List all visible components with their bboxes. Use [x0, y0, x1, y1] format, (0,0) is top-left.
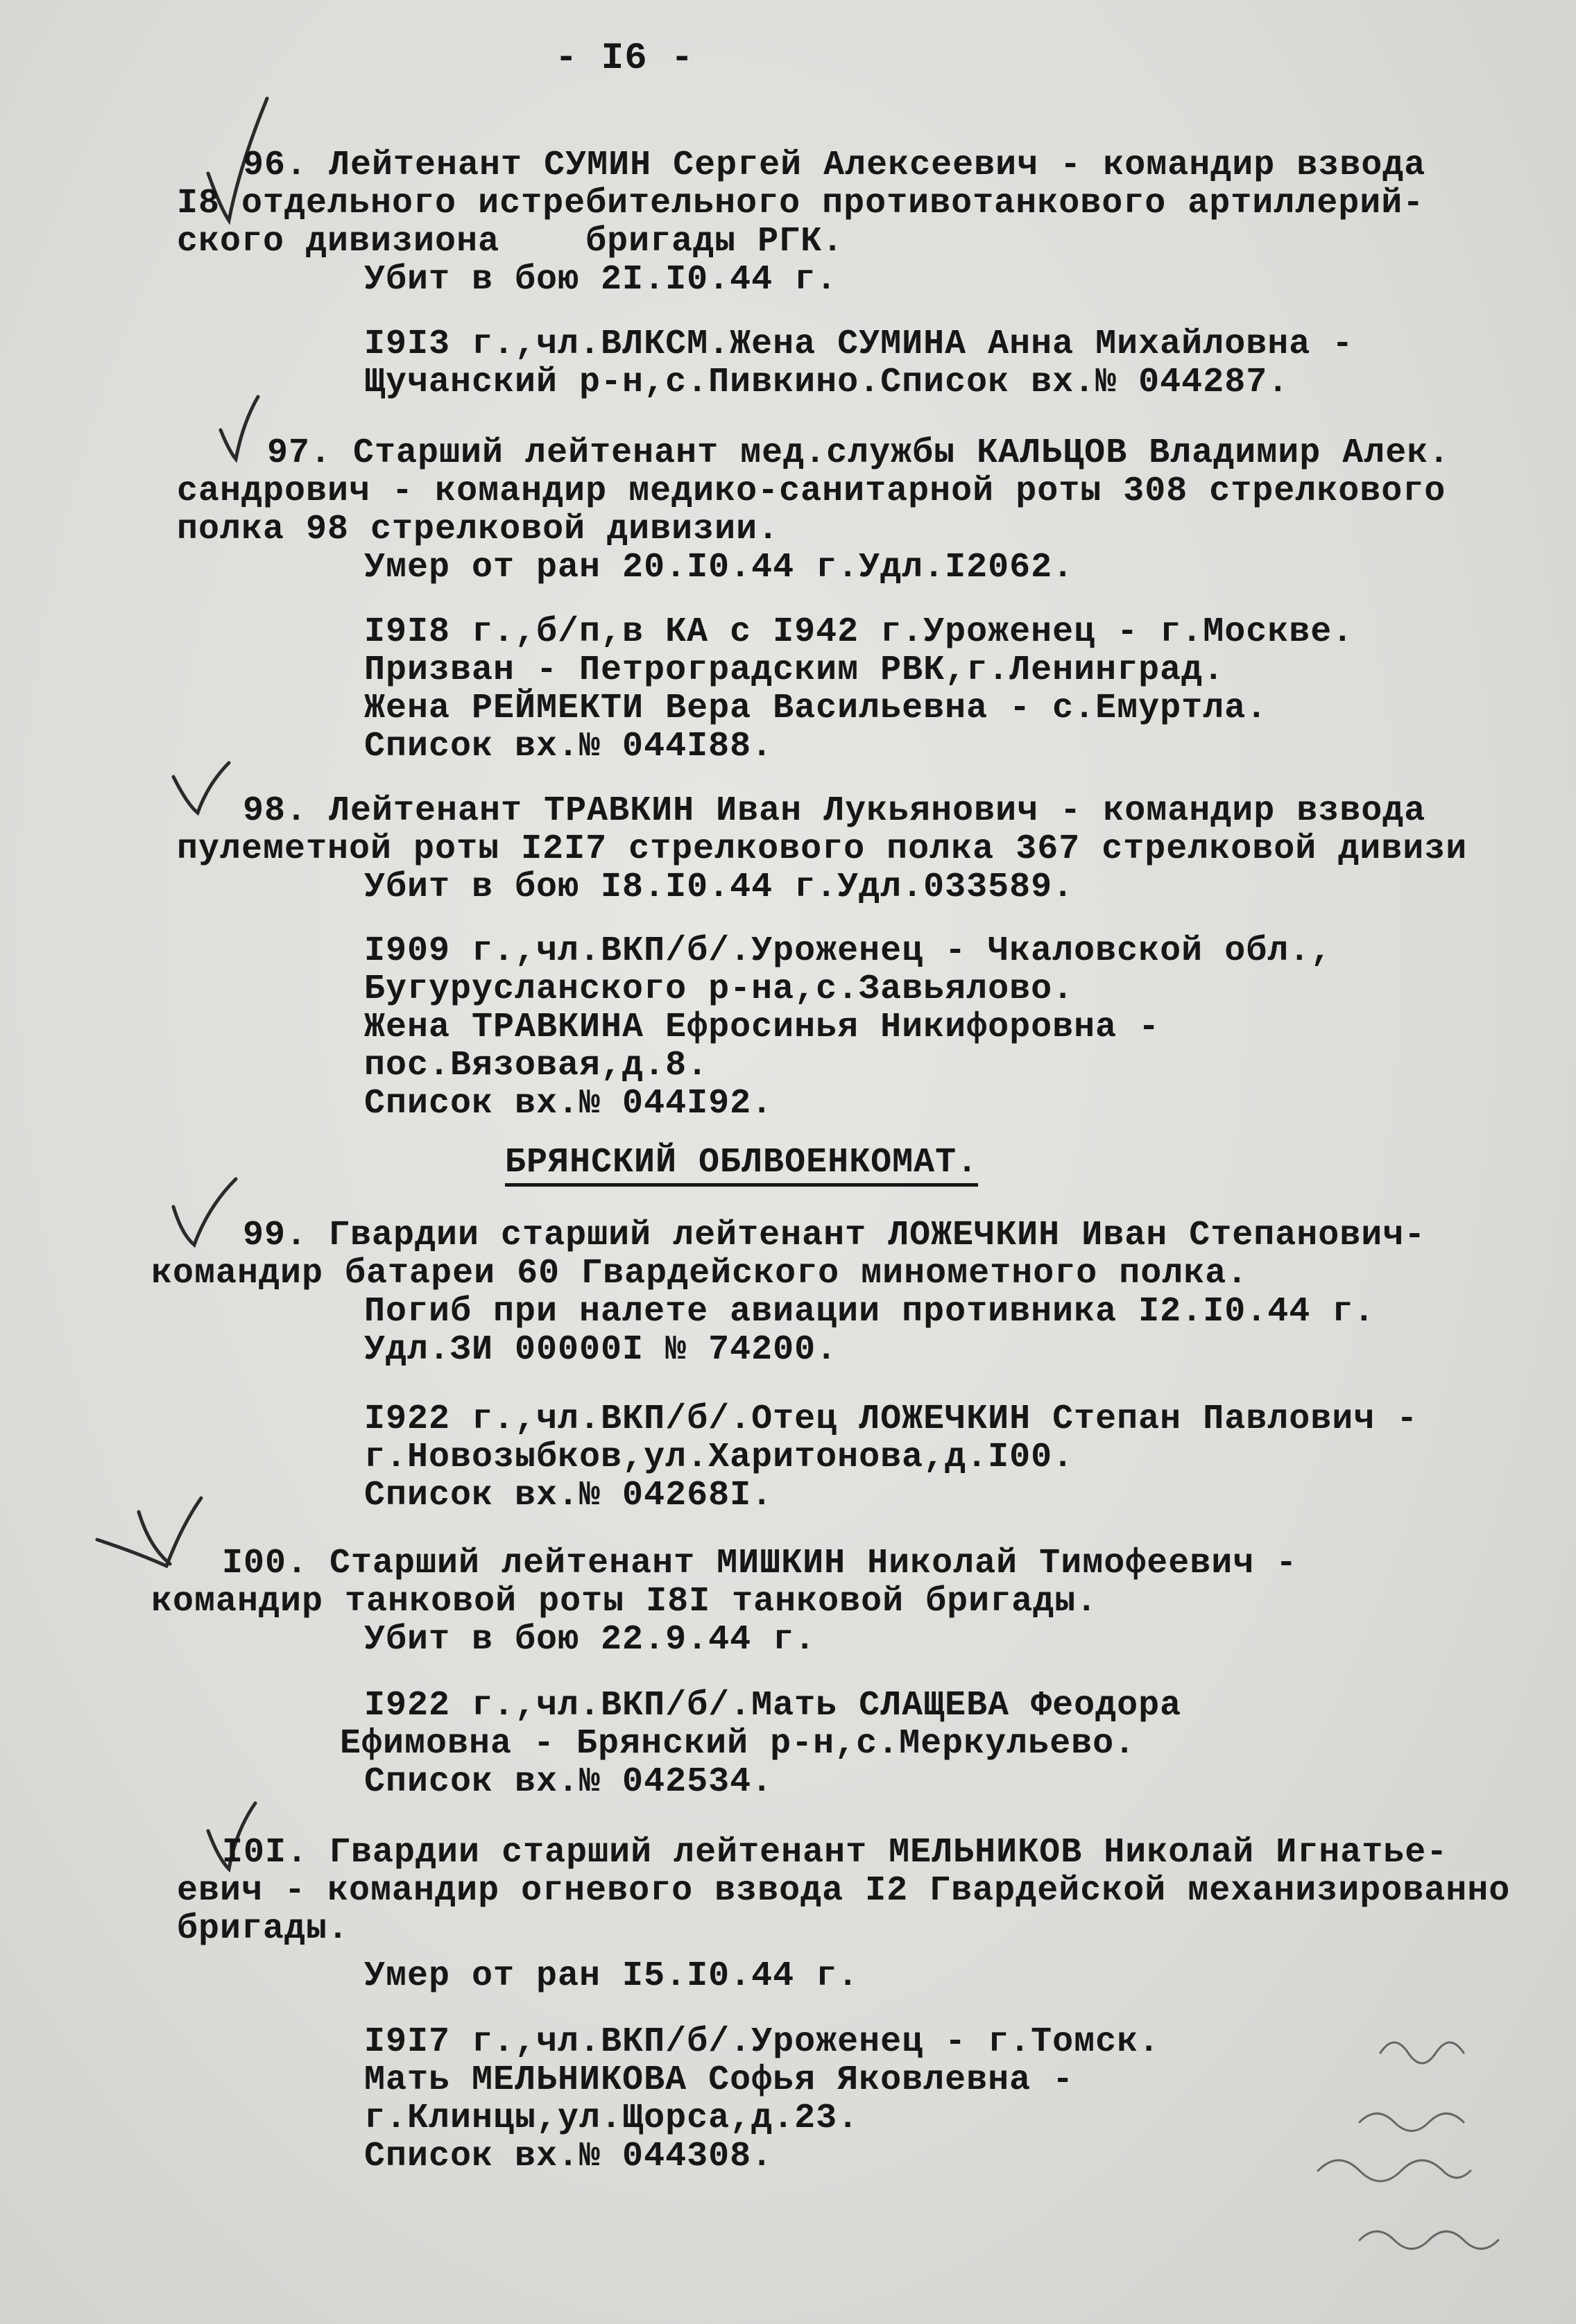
entry-100-line-5: Ефимовна - Брянский р-н,с.Меркульево. — [340, 1724, 1136, 1764]
margin-note-1 — [1380, 2042, 1464, 2063]
entry-98-line-3: Убит в бою I8.I0.44 г.Удл.033589. — [364, 868, 1074, 907]
entry-100-line-6: Список вх.№ 042534. — [364, 1762, 773, 1802]
entry-98-line-6: Жена ТРАВКИНА Ефросинья Никифоровна - — [364, 1008, 1160, 1047]
entry-97-line-5: I9I8 г.,б/п,в КА с I942 г.Уроженец - г.Москве. — [364, 612, 1354, 652]
entry-96-line-3: ского дивизиона бригады РГК. — [177, 222, 844, 261]
entry-98-line-5: Бугурусланского р-на,с.Завьялово. — [364, 970, 1074, 1009]
entry-101-line-3: бригады. — [177, 1909, 350, 1949]
entry-97-line-2: сандрович - командир медико-санитарной роты 308 стрелкового — [177, 472, 1446, 511]
entry-99-line-4: Удл.ЗИ 00000I № 74200. — [364, 1330, 838, 1370]
checkmark-100 — [97, 1498, 201, 1566]
entry-99-line-1: 99. Гвардии старший лейтенант ЛОЖЕЧКИН Иван Степанович- — [243, 1216, 1426, 1255]
entry-97-line-7: Жена РЕЙМЕКТИ Вера Васильевна - с.Емуртла. — [364, 689, 1268, 728]
entry-98-line-2: пулеметной роты I2I7 стрелкового полка 367 стрелковой дивизи — [177, 829, 1468, 869]
entry-101-line-7: г.Клинцы,ул.Щорса,д.23. — [364, 2099, 859, 2138]
entry-96-line-1: 96. Лейтенант СУМИН Сергей Алексеевич - командир взвода — [243, 146, 1426, 185]
entry-100-line-2: командир танковой роты I8I танковой бригады. — [151, 1582, 1098, 1621]
entry-100-line-1: I00. Старший лейтенант МИШКИН Николай Тимофеевич - — [222, 1544, 1298, 1583]
checkmark-98 — [173, 763, 229, 813]
entry-96-line-6: Щучанский р-н,с.Пивкино.Список вх.№ 044287. — [364, 363, 1290, 402]
entry-99-line-6: г.Новозыбков,ул.Харитонова,д.I00. — [364, 1438, 1074, 1477]
page-number: - I6 - — [555, 37, 694, 80]
entry-97-line-4: Умер от ран 20.I0.44 г.Удл.I2062. — [364, 548, 1074, 587]
checkmark-99 — [173, 1179, 236, 1245]
entry-101-line-8: Список вх.№ 044308. — [364, 2137, 773, 2176]
entry-98-line-1: 98. Лейтенант ТРАВКИН Иван Лукьянович - командир взвода — [243, 791, 1426, 831]
entry-99-line-3: Погиб при налете авиации противника I2.I0.44 г. — [364, 1292, 1376, 1332]
margin-note-4 — [1360, 2232, 1498, 2249]
entry-97-line-6: Призван - Петроградским РВК,г.Ленинград. — [364, 651, 1225, 690]
entry-101-line-2: евич - командир огневого взвода I2 Гвардейской механизированно — [177, 1871, 1511, 1911]
entry-100-line-3: Убит в бою 22.9.44 г. — [364, 1620, 816, 1660]
entry-99-line-2: командир батареи 60 Гвардейского минометного полка. — [151, 1254, 1249, 1293]
entry-96-line-5: I9I3 г.,чл.ВЛКСМ.Жена СУМИНА Анна Михайловна - — [364, 325, 1354, 364]
entry-100-line-4: I922 г.,чл.ВКП/б/.Мать СЛАЩЕВА Феодора — [364, 1686, 1182, 1725]
entry-98-line-4: I909 г.,чл.ВКП/б/.Уроженец - Чкаловской обл., — [364, 931, 1333, 971]
entry-97-line-8: Список вх.№ 044I88. — [364, 727, 773, 766]
entry-101-line-4: Умер от ран I5.I0.44 г. — [364, 1956, 859, 1996]
entry-96-line-2: I8 отдельного истребительного противотанкового артиллерий- — [177, 184, 1425, 223]
entry-101-line-5: I9I7 г.,чл.ВКП/б/.Уроженец - г.Томск. — [364, 2022, 1160, 2062]
entry-99-line-5: I922 г.,чл.ВКП/б/.Отец ЛОЖЕЧКИН Степан Павлович - — [364, 1400, 1419, 1439]
entry-97-line-1: 97. Старший лейтенант мед.службы КАЛЬЦОВ Владимир Алек. — [267, 433, 1450, 473]
section-heading: БРЯНСКИЙ ОБЛВОЕНКОМАТ. — [505, 1144, 978, 1187]
checkmark-97 — [221, 397, 258, 459]
margin-note-2 — [1360, 2114, 1464, 2131]
entry-101-line-6: Мать МЕЛЬНИКОВА Софья Яковлевна - — [364, 2060, 1074, 2100]
margin-note-3 — [1318, 2160, 1471, 2181]
entry-96-line-4: Убит в бою 2I.I0.44 г. — [364, 260, 838, 300]
entry-98-line-8: Список вх.№ 044I92. — [364, 1084, 773, 1124]
entry-98-line-7: пос.Вязовая,д.8. — [364, 1046, 709, 1085]
entry-99-line-7: Список вх.№ 04268I. — [364, 1476, 773, 1515]
entry-97-line-3: полка 98 стрелковой дивизии. — [177, 510, 780, 549]
entry-101-line-1: I0I. Гвардии старший лейтенант МЕЛЬНИКОВ Николай Игнатье- — [222, 1833, 1448, 1873]
